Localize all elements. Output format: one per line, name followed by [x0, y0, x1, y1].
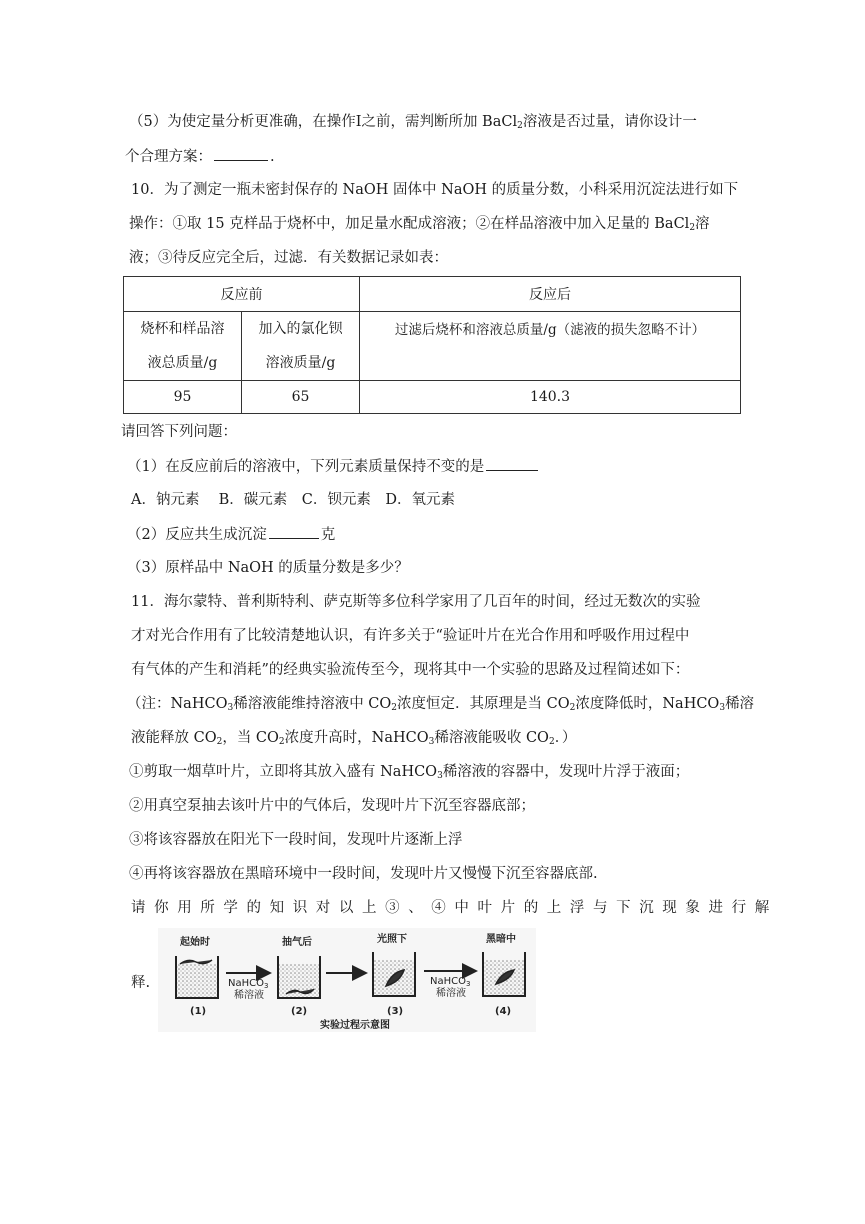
text: 浓度升高时，NaHCO — [284, 730, 429, 746]
text: 液能释放 CO — [131, 730, 217, 746]
text: 稀溶液能吸收 CO — [434, 730, 549, 746]
q11-step3 — [129, 830, 463, 850]
text: 稀溶液能维持溶液中 CO — [233, 696, 392, 712]
col1-header — [124, 312, 242, 381]
experiment-diagram — [158, 928, 536, 1032]
text: （1）在反应前后的溶液中，下列元素质量保持不变的是 — [127, 459, 485, 475]
answer-blank[interactable] — [214, 146, 268, 161]
q10-line3 — [129, 248, 448, 268]
text: 操作：①取 15 克样品于烧杯中，加足量水配成溶液；②在样品溶液中加入足量的 BaCl — [129, 216, 690, 232]
sub: 3 — [719, 703, 726, 713]
q11-step4 — [129, 864, 598, 884]
text: 个合理方案： — [125, 149, 212, 165]
sub: 3 — [227, 703, 234, 713]
arrow-2-label-b: 稀溶液 — [436, 988, 466, 999]
text: 才对光合作用有了比较清楚地认识，有许多关于“验证叶片在光合作用和呼吸作用过程中 — [131, 628, 690, 644]
text: ．） — [554, 730, 577, 746]
sub: 2 — [689, 223, 696, 233]
q10-sub1 — [127, 456, 540, 477]
text: . — [270, 149, 275, 165]
q10-prompt — [121, 422, 237, 442]
header-before: 反应前 — [124, 277, 360, 312]
arrow-1-label-a: NaHCO$_3$ — [228, 978, 269, 990]
q9-5-line2 — [125, 146, 275, 167]
q11-ask-end — [131, 973, 150, 993]
text: 有气体的产生和消耗”的经典实验流传至今，现将其中一个实验的思路及过程简述如下： — [131, 662, 690, 678]
label-pump: 抽气后 — [282, 937, 312, 948]
value-2: 65 — [242, 381, 360, 414]
text: 浓度降低时，NaHCO — [575, 696, 720, 712]
sub: 2 — [391, 703, 398, 713]
sub: 3 — [437, 771, 443, 781]
q11-line2 — [131, 626, 689, 646]
col2-header — [242, 312, 360, 381]
label-light: 光照下 — [377, 934, 407, 945]
text: ③将该容器放在阳光下一段时间，发现叶片逐渐上浮 — [129, 832, 463, 848]
sub: 2 — [548, 737, 555, 747]
text: （注：NaHCO — [127, 696, 228, 712]
text: （2）反应共生成沉淀 — [127, 527, 267, 543]
text: 克 — [320, 527, 336, 543]
value-3: 140.3 — [360, 381, 741, 414]
sub: 2 — [569, 703, 576, 713]
text: 稀溶 — [725, 696, 755, 712]
figure-caption: 实验过程示意图 — [320, 1020, 390, 1031]
q10-sub2 — [127, 524, 335, 545]
q11-line1 — [131, 592, 700, 612]
text: 10．为了测定一瓶未密封保存的 NaOH 固体中 NaOH 的质量分数，小科采用沉淀法进行如下 — [131, 182, 739, 198]
text: ④再将该容器放在黑暗环境中一段时间，发现叶片又慢慢下沉至容器底部. — [129, 866, 598, 882]
stage-1-number: (1) — [190, 1006, 207, 1017]
text: （5）为使定量分析更准确，在操作Ⅰ之前，需判断所加 BaCl — [129, 114, 518, 130]
text: ①剪取一烟草叶片，立即将其放入盛有 NaHCO — [129, 764, 438, 780]
label-start: 起始时 — [180, 937, 210, 948]
answer-blank[interactable] — [486, 456, 538, 471]
stage-4-number: (4) — [495, 1006, 512, 1017]
stage-3-number: (3) — [387, 1006, 404, 1017]
sub: 2 — [216, 737, 223, 747]
sub: 2 — [517, 121, 523, 131]
text: 浓度恒定．其原理是当 CO — [397, 696, 570, 712]
q10-line2 — [129, 214, 710, 234]
text: ②用真空泵抽去该叶片中的气体后，发现叶片下沉至容器底部； — [129, 798, 535, 814]
q11-line3 — [131, 660, 689, 680]
text: 加入的氯化钡 — [258, 321, 343, 337]
text: 请回答下列问题： — [121, 424, 237, 440]
data-table — [123, 276, 741, 414]
sub: 2 — [278, 737, 285, 747]
q10-sub3 — [127, 558, 409, 578]
sub: 3 — [428, 737, 435, 747]
q10-line1 — [131, 180, 738, 200]
text: 请你用所学的知识对以上③、④中叶片的上浮与下沉现象进行解 — [131, 900, 778, 916]
text: 溶 — [695, 216, 710, 232]
value-1: 95 — [124, 381, 242, 414]
q11-step2 — [129, 796, 535, 816]
text: 释. — [131, 975, 151, 991]
text: 溶液是否过量，请你设计一 — [522, 114, 697, 130]
text: 液总质量/g — [147, 355, 218, 371]
answer-blank[interactable] — [269, 524, 319, 539]
q11-ask — [131, 898, 778, 918]
text: 溶液质量/g — [265, 355, 336, 371]
arrow-1-label-b: 稀溶液 — [234, 990, 264, 1001]
q11-step1 — [129, 762, 689, 782]
q11-note1 — [127, 694, 754, 714]
text: 稀溶液的容器中，发现叶片浮于液面； — [442, 764, 690, 780]
label-dark: 黑暗中 — [486, 934, 516, 945]
text: A．钠元素 B．碳元素 C．钡元素 D．氧元素 — [131, 492, 455, 508]
text: ，当 CO — [222, 730, 279, 746]
text: 11．海尔蒙特、普利斯特利、萨克斯等多位科学家用了几百年的时间，经过无数次的实验 — [131, 594, 701, 610]
header-after: 反应后 — [360, 277, 741, 312]
text: 烧杯和样品溶 — [140, 321, 225, 337]
col3-header: 过滤后烧杯和溶液总质量/g（滤液的损失忽略不计） — [360, 312, 741, 381]
q9-5-line1 — [129, 112, 697, 132]
q11-note2 — [131, 728, 576, 748]
q10-options — [131, 490, 455, 510]
stage-2-number: (2) — [291, 1006, 308, 1017]
arrow-2-label-a: NaHCO$_3$ — [430, 976, 471, 988]
text: （3）原样品中 NaOH 的质量分数是多少？ — [127, 560, 409, 576]
text: 液；③待反应完全后，过滤．有关数据记录如表： — [129, 250, 448, 266]
